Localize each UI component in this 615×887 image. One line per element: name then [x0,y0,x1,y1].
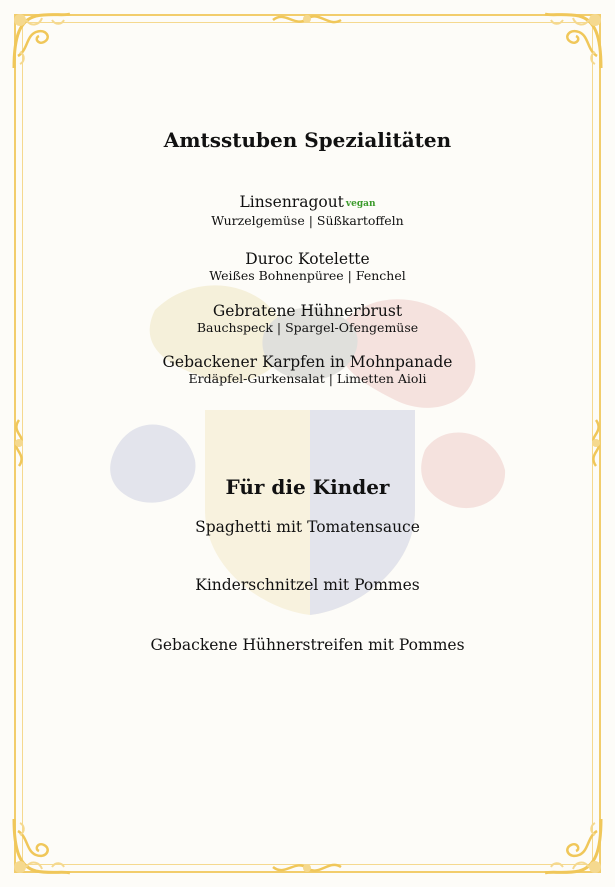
dish-item [40,193,575,229]
dish-sides: Wurzelgemüse | Süßkartoffeln [211,213,404,228]
dish-name: Gebratene Hühnerbrust [212,302,403,320]
vegan-badge: vegan [345,199,376,209]
menu-content [40,0,575,887]
dish-name-row [40,193,575,213]
section-title-specialties: Amtsstuben Spezialitäten [163,128,452,152]
dish-sides: Weißes Bohnenpüree | Fenchel [209,268,406,283]
dish-name: Gebackener Karpfen in Mohnpanade [162,353,453,371]
dish-item [40,353,575,387]
dish-name: Duroc Kotelette [245,250,370,268]
dish-name: Kinderschnitzel mit Pommes [195,576,420,594]
dish-name: Gebackene Hühnerstreifen mit Pommes [150,636,465,654]
section-title-kids: Für die Kinder [225,475,390,499]
dish-sides: Bauchspeck | Spargel-Ofengemüse [196,320,419,335]
dish-name: Linsenragout [239,193,344,211]
dish-item [40,250,575,284]
dish-item [40,302,575,336]
dish-name: Spaghetti mit Tomatensauce [195,518,420,536]
dish-sides: Erdäpfel-Gurkensalat | Limetten Aioli [188,371,427,386]
scroll-ornament-icon [8,418,30,468]
scroll-ornament-icon [585,418,607,468]
